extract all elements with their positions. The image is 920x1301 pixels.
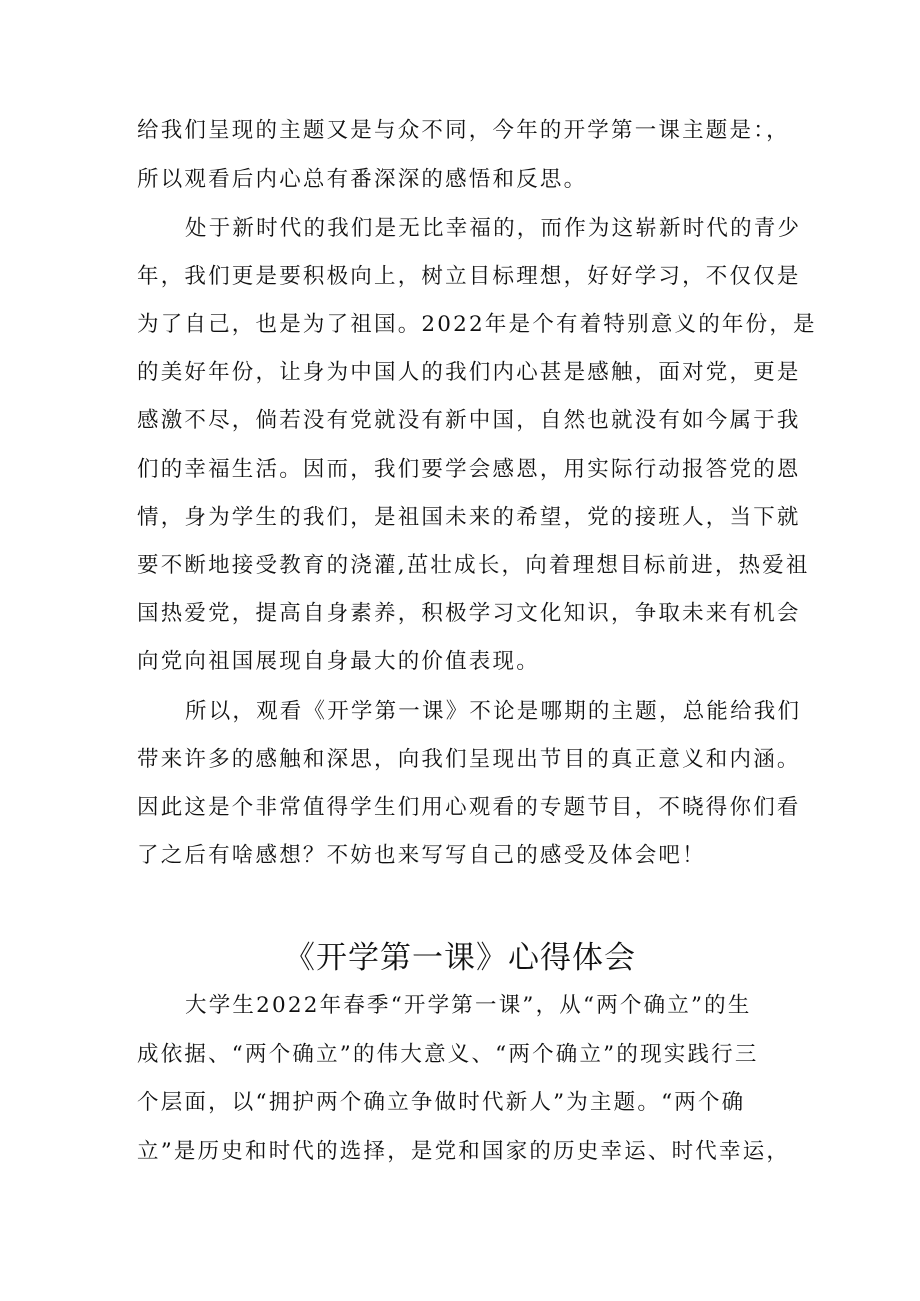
paragraph-line: 了之后有啥感想？不妨也来写写自己的感受及体会吧！ [137,843,706,868]
paragraph-line: 因此这是个非常值得学生们用心观看的专题节目，不晓得你们看 [137,795,801,820]
paragraph-line: 立”是历史和时代的选择，是党和国家的历史幸运、时代幸运， [137,1139,791,1164]
paragraph-line: 们的幸福生活。因而，我们要学会感恩，用实际行动报答党的恩 [137,457,801,482]
paragraph-line: 要不断地接受教育的浇灌,茁壮成长，向着理想目标前进，热爱祖 [137,553,810,578]
paragraph-line: 所以，观看《开学第一课》不论是哪期的主题，总能给我们 [185,699,802,724]
section-heading: 《开学第一课》心得体会 [284,940,636,976]
paragraph-line: 给我们呈现的主题又是与众不同，今年的开学第一课主题是：， [137,118,790,143]
paragraph-line: 所以观看后内心总有番深深的感悟和反思。 [137,167,588,192]
paragraph-line: 情，身为学生的我们，是祖国未来的希望，党的接班人，当下就 [137,505,801,530]
paragraph-line: 感激不尽，倘若没有党就没有新中国，自然也就没有如今属于我 [137,408,801,433]
paragraph-line: 成依据、“两个确立”的伟大意义、“两个确立”的现实践行三 [137,1042,759,1067]
paragraph-line: 国热爱党，提高自身素养，积极学习文化知识，争取未来有机会 [137,601,801,626]
paragraph-line: 的美好年份，让身为中国人的我们内心甚是感触，面对党，更是 [137,360,801,385]
paragraph-line: 个层面，以“拥护两个确立争做时代新人”为主题。“两个确 [137,1090,746,1115]
paragraph-line: 处于新时代的我们是无比幸福的，而作为这崭新时代的青少 [185,216,802,241]
paragraph-line: 为了自己，也是为了祖国。2022年是个有着特别意义的年份，是 [137,312,817,337]
paragraph-line: 大学生2022年春季“开学第一课”，从“两个确立”的生 [185,993,752,1018]
paragraph-line: 向党向祖国展现自身最大的价值表现。 [137,649,540,674]
paragraph-line: 带来许多的感触和深思，向我们呈现出节目的真正意义和内涵。 [137,747,801,772]
paragraph-line: 年，我们更是要积极向上，树立目标理想，好好学习，不仅仅是 [137,264,801,289]
